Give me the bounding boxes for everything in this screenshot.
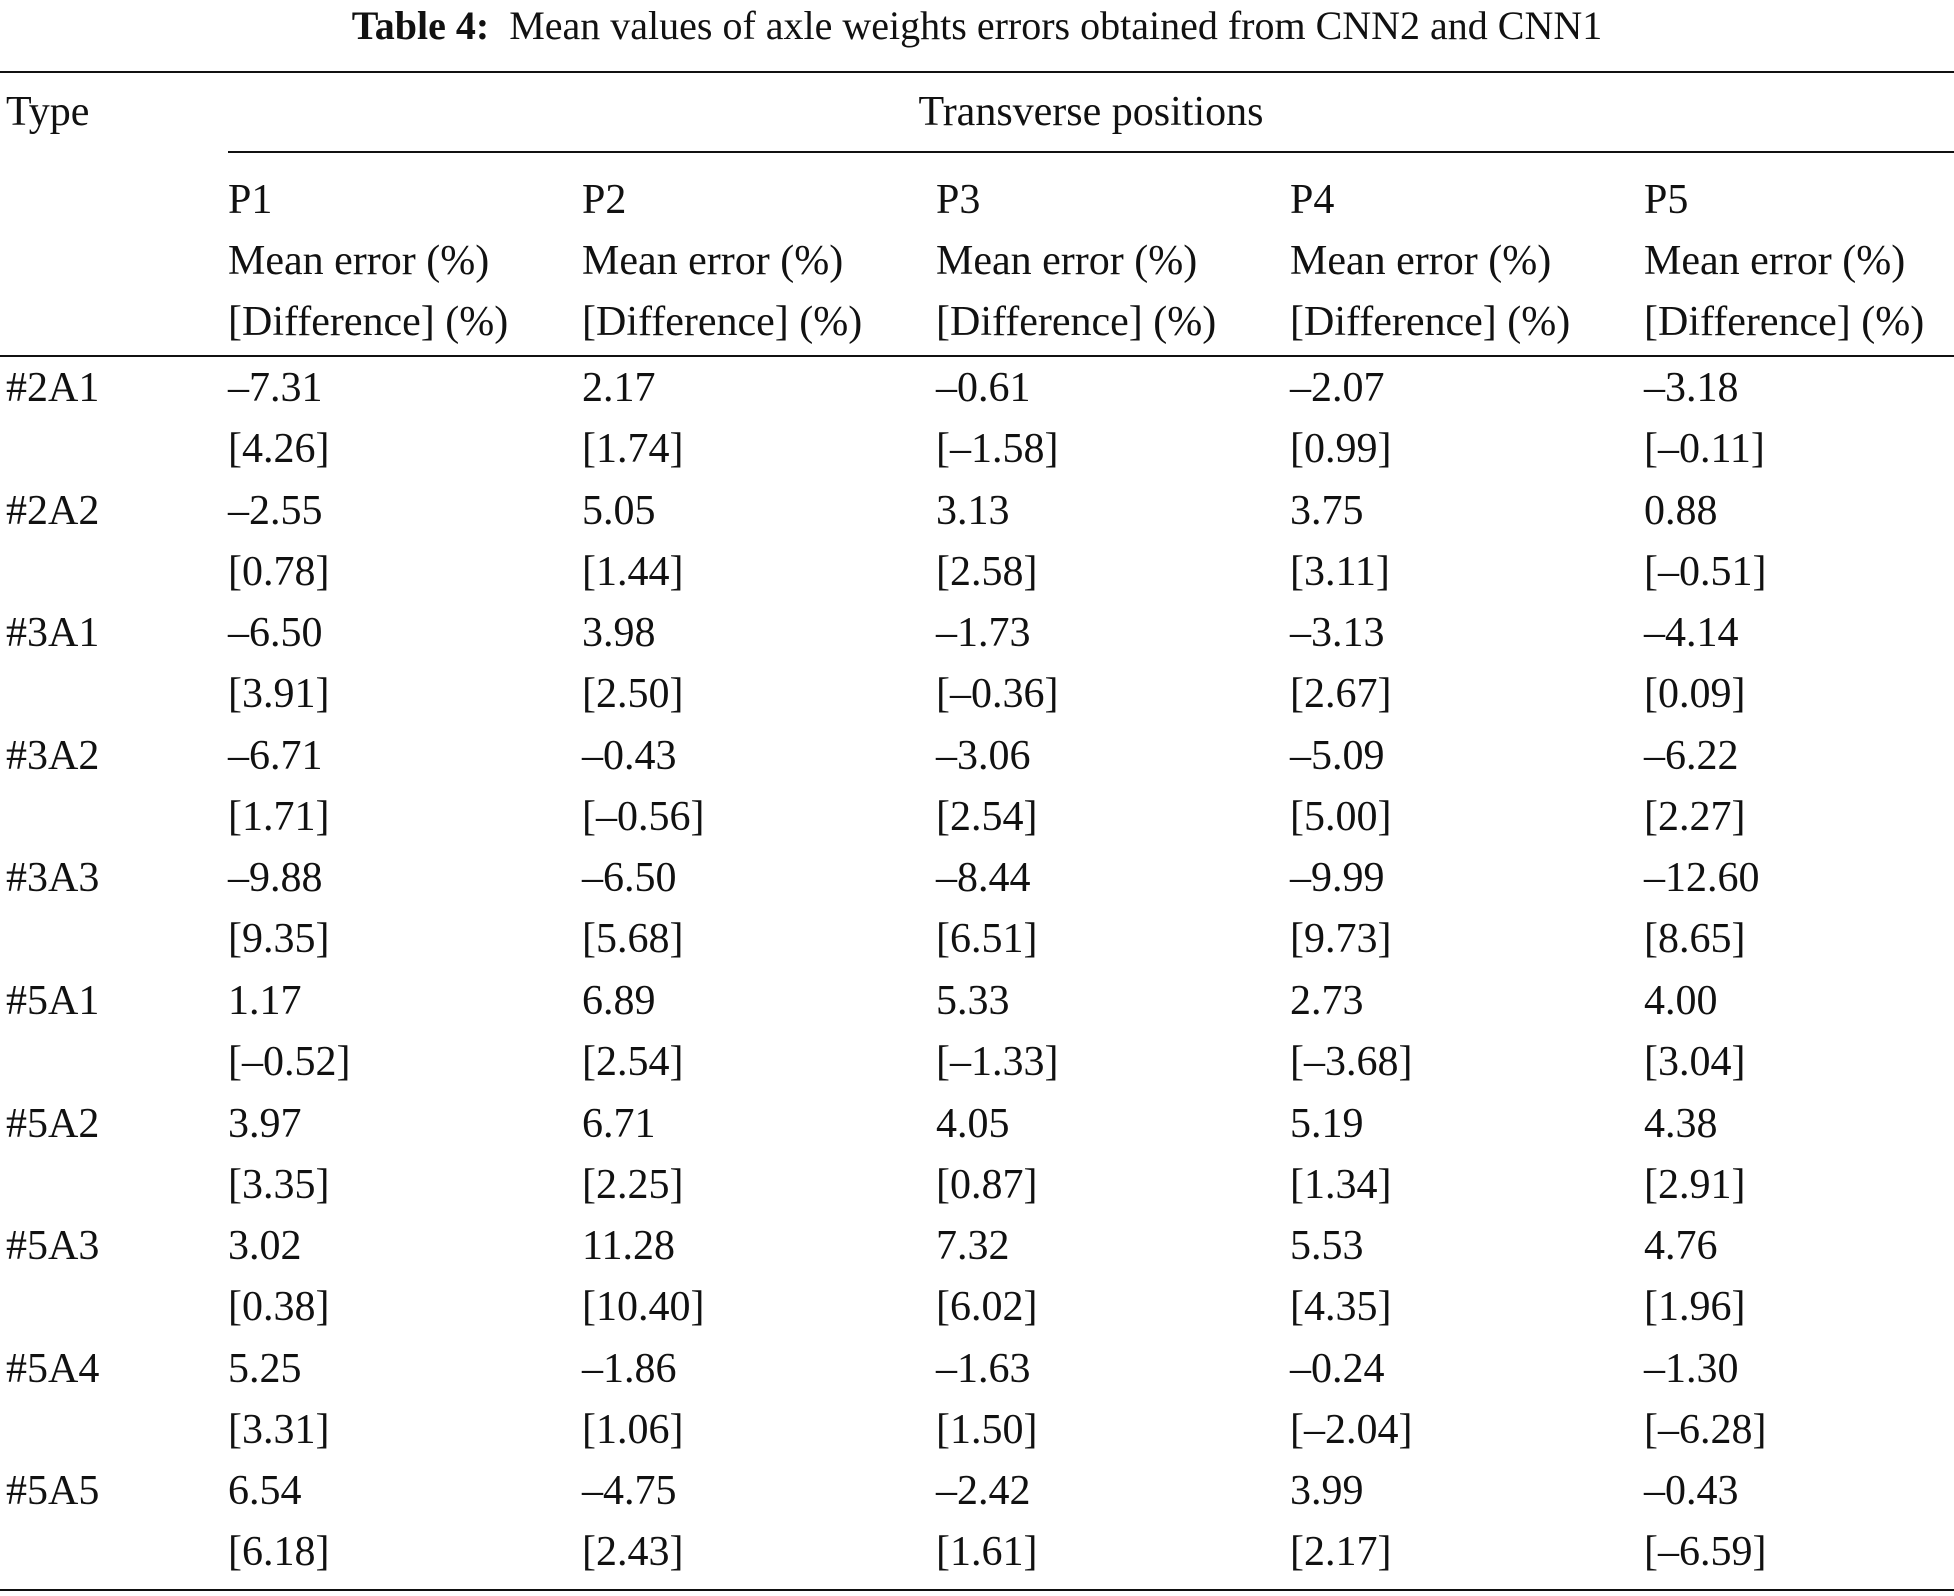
mean-error-cell: –1.30: [1644, 1345, 1739, 1392]
difference-cell: [0.78]: [228, 548, 330, 595]
position-header-3: [936, 170, 1216, 353]
mean-error-label: Mean error (%): [228, 238, 490, 284]
row-type: #3A2: [6, 732, 100, 779]
mean-error-cell: 0.88: [1644, 487, 1718, 534]
difference-cell: [1.50]: [936, 1406, 1038, 1453]
row-type: #3A3: [6, 855, 100, 902]
difference-cell: [–0.36]: [936, 671, 1059, 718]
difference-cell: [2.25]: [582, 1161, 684, 1208]
difference-label: [Difference] (%): [228, 299, 509, 345]
transverse-positions-header: Transverse positions: [918, 89, 1264, 135]
table-row: [0, 364, 1954, 486]
mean-error-label: Mean error (%): [582, 238, 844, 284]
mean-error-cell: –2.42: [936, 1468, 1031, 1515]
header-bottom-rule: [0, 355, 1954, 357]
difference-cell: [0.38]: [228, 1284, 330, 1331]
difference-cell: [–0.52]: [228, 1039, 351, 1085]
type-header: Type: [6, 89, 90, 135]
mean-error-cell: 3.98: [582, 610, 656, 657]
mean-error-cell: 3.75: [1290, 487, 1364, 534]
mean-error-cell: –6.22: [1644, 732, 1739, 779]
difference-cell: [–1.33]: [936, 1039, 1059, 1085]
difference-cell: [9.73]: [1290, 916, 1392, 963]
difference-cell: [–2.04]: [1290, 1406, 1413, 1453]
position-header-4: [1290, 170, 1570, 353]
mean-error-cell: 6.54: [228, 1468, 302, 1515]
mean-error-cell: 2.17: [582, 365, 656, 411]
group-underline: [228, 151, 1954, 153]
difference-cell: [2.50]: [582, 671, 684, 718]
table-row: [0, 1222, 1954, 1344]
mean-error-cell: –3.13: [1290, 610, 1385, 657]
difference-cell: [3.11]: [1290, 548, 1390, 595]
mean-error-cell: 7.32: [936, 1223, 1010, 1270]
mean-error-cell: 4.00: [1644, 978, 1718, 1024]
difference-cell: [2.17]: [1290, 1529, 1392, 1576]
mean-error-cell: 11.28: [582, 1223, 675, 1270]
difference-cell: [1.71]: [228, 793, 330, 840]
mean-error-label: Mean error (%): [1644, 238, 1906, 284]
difference-cell: [6.51]: [936, 916, 1038, 963]
mean-error-cell: –0.43: [582, 732, 677, 779]
position-header-1: [228, 170, 508, 353]
difference-cell: [3.35]: [228, 1161, 330, 1208]
difference-cell: [2.91]: [1644, 1161, 1746, 1208]
mean-error-cell: –0.61: [936, 365, 1031, 411]
difference-cell: [6.18]: [228, 1529, 330, 1576]
difference-label: [Difference] (%): [1290, 299, 1571, 345]
difference-cell: [1.96]: [1644, 1284, 1746, 1331]
position-name: P5: [1644, 177, 1689, 223]
difference-cell: [–3.68]: [1290, 1039, 1413, 1085]
mean-error-cell: 5.33: [936, 978, 1010, 1024]
difference-cell: [0.09]: [1644, 671, 1746, 718]
row-type: #5A4: [6, 1345, 100, 1392]
position-name: P3: [936, 177, 981, 223]
mean-error-cell: 5.25: [228, 1345, 302, 1392]
mean-error-cell: –0.43: [1644, 1468, 1739, 1515]
difference-cell: [–6.28]: [1644, 1406, 1767, 1453]
difference-cell: [2.67]: [1290, 671, 1392, 718]
table-row: [0, 977, 1954, 1099]
mean-error-cell: –7.31: [228, 365, 323, 411]
mean-error-cell: –1.86: [582, 1345, 677, 1392]
mean-error-cell: 3.02: [228, 1223, 302, 1270]
mean-error-cell: –4.14: [1644, 610, 1739, 657]
difference-cell: [5.00]: [1290, 793, 1392, 840]
row-type: #3A1: [6, 610, 100, 657]
table-row: [0, 1345, 1954, 1467]
difference-cell: [2.54]: [582, 1039, 684, 1085]
table-row: [0, 609, 1954, 731]
difference-cell: [–6.59]: [1644, 1529, 1767, 1576]
mean-error-cell: –4.75: [582, 1468, 677, 1515]
table-row: [0, 1467, 1954, 1589]
mean-error-cell: –2.55: [228, 487, 323, 534]
mean-error-cell: –9.88: [228, 855, 323, 902]
row-type: #5A2: [6, 1100, 100, 1147]
mean-error-cell: 1.17: [228, 978, 302, 1024]
mean-error-cell: 6.89: [582, 978, 656, 1024]
difference-cell: [4.35]: [1290, 1284, 1392, 1331]
mean-error-cell: –8.44: [936, 855, 1031, 902]
mean-error-cell: –6.71: [228, 732, 323, 779]
mean-error-cell: –9.99: [1290, 855, 1385, 902]
mean-error-cell: 4.05: [936, 1100, 1010, 1147]
difference-cell: [1.74]: [582, 426, 684, 472]
difference-cell: [5.68]: [582, 916, 684, 963]
difference-cell: [6.02]: [936, 1284, 1038, 1331]
caption-label: Table 4:: [351, 3, 490, 48]
position-name: P4: [1290, 177, 1335, 223]
table-row: [0, 854, 1954, 976]
row-type: #5A1: [6, 978, 100, 1024]
difference-cell: [–1.58]: [936, 426, 1059, 472]
mean-error-cell: –3.18: [1644, 365, 1739, 411]
table-row: [0, 1100, 1954, 1222]
mean-error-cell: 5.19: [1290, 1100, 1364, 1147]
difference-cell: [3.91]: [228, 671, 330, 718]
mean-error-cell: 5.05: [582, 487, 656, 534]
difference-label: [Difference] (%): [1644, 299, 1925, 345]
mean-error-cell: –5.09: [1290, 732, 1385, 779]
difference-cell: [1.44]: [582, 548, 684, 595]
difference-cell: [2.54]: [936, 793, 1038, 840]
mean-error-cell: –0.24: [1290, 1345, 1385, 1392]
difference-label: [Difference] (%): [582, 299, 863, 345]
position-name: P2: [582, 177, 627, 223]
mean-error-cell: 6.71: [582, 1100, 656, 1147]
bottom-rule: [0, 1589, 1954, 1591]
row-type: #2A2: [6, 487, 100, 534]
difference-cell: [0.99]: [1290, 426, 1392, 472]
mean-error-cell: 3.97: [228, 1100, 302, 1147]
table-row: [0, 487, 1954, 609]
table-row: [0, 732, 1954, 854]
mean-error-label: Mean error (%): [1290, 238, 1552, 284]
difference-cell: [2.43]: [582, 1529, 684, 1576]
difference-cell: [2.27]: [1644, 793, 1746, 840]
difference-cell: [1.06]: [582, 1406, 684, 1453]
difference-cell: [3.31]: [228, 1406, 330, 1453]
mean-error-cell: 5.53: [1290, 1223, 1364, 1270]
mean-error-cell: –6.50: [228, 610, 323, 657]
mean-error-cell: –1.73: [936, 610, 1031, 657]
mean-error-cell: 4.38: [1644, 1100, 1718, 1147]
mean-error-cell: –3.06: [936, 732, 1031, 779]
difference-cell: [3.04]: [1644, 1039, 1746, 1085]
position-header-5: [1644, 170, 1924, 353]
position-name: P1: [228, 177, 273, 223]
mean-error-cell: –1.63: [936, 1345, 1031, 1392]
mean-error-cell: 4.76: [1644, 1223, 1718, 1270]
difference-cell: [0.87]: [936, 1161, 1038, 1208]
row-type: #5A3: [6, 1223, 100, 1270]
mean-error-cell: –2.07: [1290, 365, 1385, 411]
difference-cell: [–0.56]: [582, 793, 705, 840]
difference-label: [Difference] (%): [936, 299, 1217, 345]
mean-error-cell: 3.13: [936, 487, 1010, 534]
difference-cell: [10.40]: [582, 1284, 705, 1331]
row-type: #5A5: [6, 1468, 100, 1515]
difference-cell: [8.65]: [1644, 916, 1746, 963]
caption-text: Mean values of axle weights errors obtained from CNN2 and CNN1: [509, 3, 1603, 48]
mean-error-cell: 3.99: [1290, 1468, 1364, 1515]
mean-error-label: Mean error (%): [936, 238, 1198, 284]
table-caption: [0, 0, 1954, 52]
difference-cell: [1.34]: [1290, 1161, 1392, 1208]
difference-cell: [4.26]: [228, 426, 330, 472]
mean-error-cell: –12.60: [1644, 855, 1760, 902]
difference-cell: [–0.51]: [1644, 548, 1767, 595]
difference-cell: [9.35]: [228, 916, 330, 963]
row-type: #2A1: [6, 365, 100, 411]
difference-cell: [2.58]: [936, 548, 1038, 595]
difference-cell: [–0.11]: [1644, 426, 1765, 472]
top-rule: [0, 71, 1954, 73]
difference-cell: [1.61]: [936, 1529, 1038, 1576]
mean-error-cell: –6.50: [582, 855, 677, 902]
position-header-2: [582, 170, 862, 353]
mean-error-cell: 2.73: [1290, 978, 1364, 1024]
